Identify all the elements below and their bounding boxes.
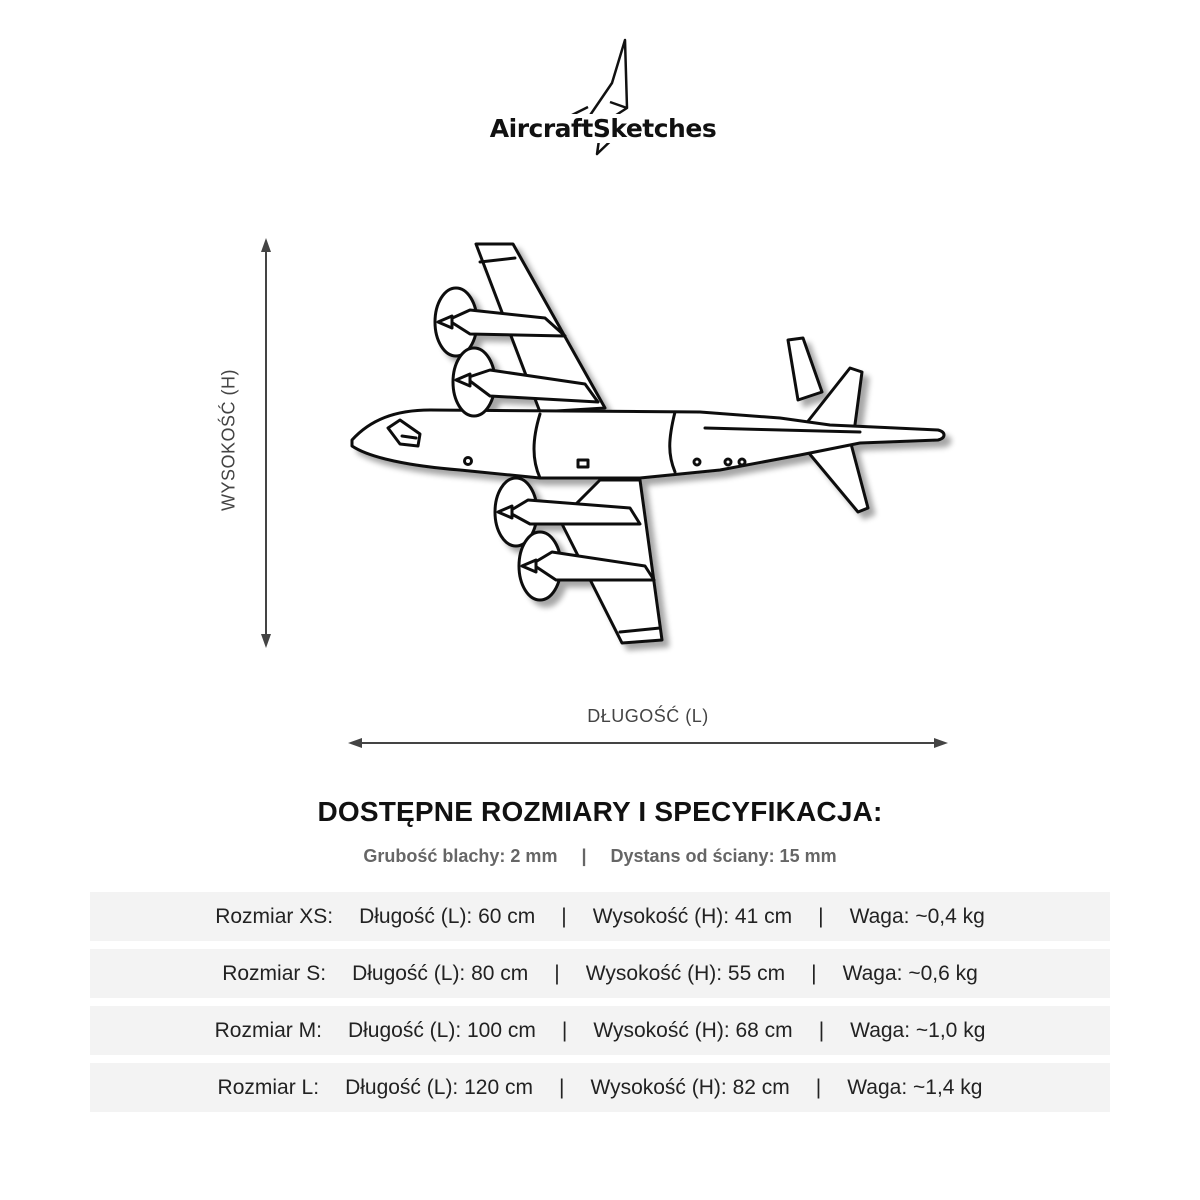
size-weight: Waga: ~0,6 kg	[842, 961, 978, 985]
separator: |	[554, 961, 560, 985]
size-name: Rozmiar L:	[217, 1075, 320, 1099]
separator: |	[561, 904, 567, 928]
size-height: Wysokość (H): 55 cm	[585, 961, 786, 985]
thickness-spec: Grubość blachy: 2 mm	[363, 846, 558, 866]
separator: |	[581, 846, 587, 866]
size-name: Rozmiar S:	[222, 961, 327, 985]
separator: |	[818, 1018, 825, 1042]
size-row-s	[90, 949, 1110, 998]
size-weight: Waga: ~0,4 kg	[849, 904, 985, 928]
size-height: Wysokość (H): 82 cm	[590, 1075, 790, 1099]
size-length: Długość (L): 60 cm	[359, 904, 536, 928]
size-length: Długość (L): 80 cm	[352, 961, 529, 985]
size-length: Długość (L): 100 cm	[347, 1018, 536, 1042]
separator: |	[811, 961, 817, 985]
size-name: Rozmiar M:	[214, 1018, 322, 1042]
size-row-l	[90, 1063, 1110, 1112]
size-height: Wysokość (H): 68 cm	[593, 1018, 793, 1042]
specs-title: DOSTĘPNE ROZMIARY I SPECYFIKACJA:	[317, 796, 883, 827]
size-row-m	[90, 1006, 1110, 1055]
separator: |	[818, 904, 824, 928]
size-weight: Waga: ~1,4 kg	[847, 1075, 983, 1099]
separator: |	[815, 1075, 822, 1099]
size-length: Długość (L): 120 cm	[345, 1075, 533, 1099]
size-name: Rozmiar XS:	[215, 904, 334, 928]
separator: |	[558, 1075, 565, 1099]
size-weight: Waga: ~1,0 kg	[850, 1018, 986, 1042]
length-dimension-arrow	[348, 738, 948, 748]
separator: |	[561, 1018, 568, 1042]
height-dimension-arrow	[261, 238, 271, 648]
sizes-table	[90, 892, 1110, 1120]
brand-name: AircraftSketches	[487, 114, 719, 143]
length-label: DŁUGOŚĆ (L)	[587, 706, 709, 726]
distance-spec: Dystans od ściany: 15 mm	[610, 846, 837, 866]
size-height: Wysokość (H): 41 cm	[592, 904, 793, 928]
specs-subtitle	[0, 846, 1200, 867]
aircraft-silhouette-icon	[352, 244, 944, 643]
size-row-xs	[90, 892, 1110, 941]
